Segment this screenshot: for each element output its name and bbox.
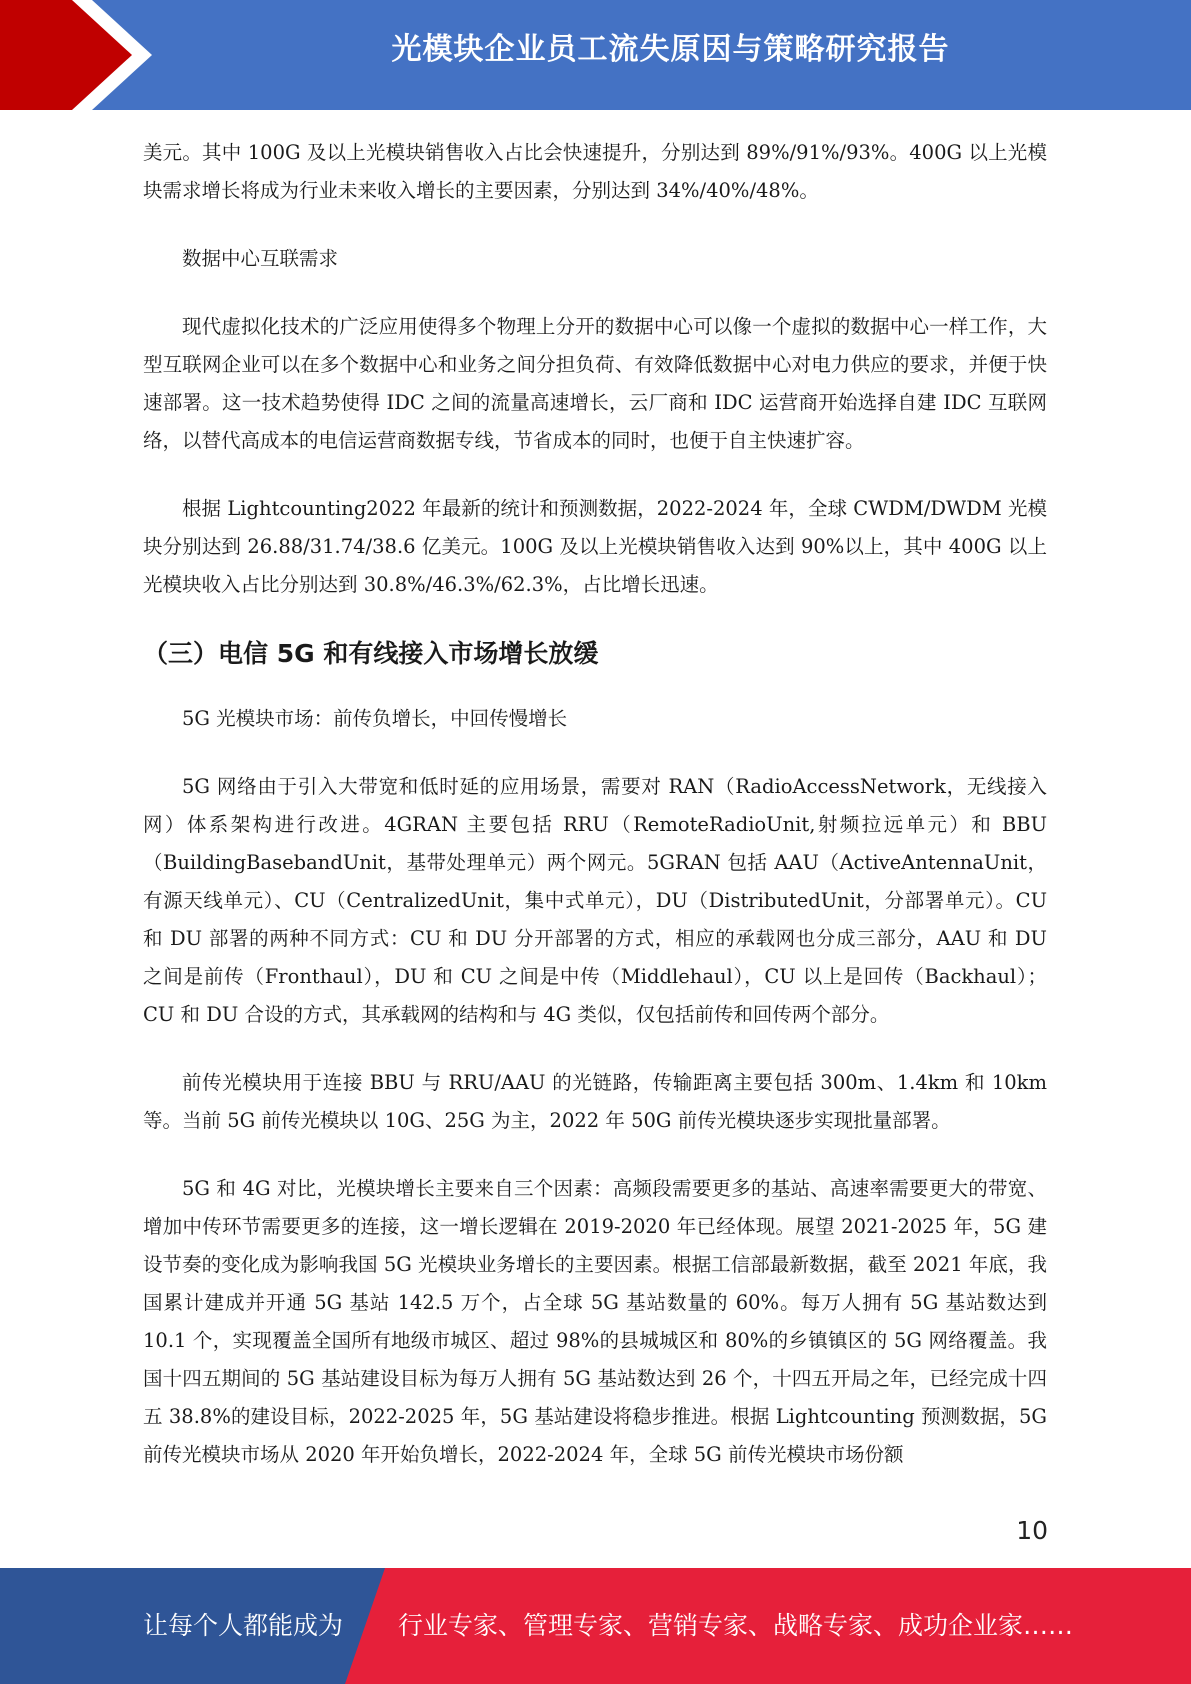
section-heading-3: （三）电信 5G 和有线接入市场增长放缓 (143, 639, 599, 668)
page-header (0, 0, 1191, 110)
subheading-dci-demand: 数据中心互联需求 (182, 247, 339, 270)
paragraph-1: 美元。其中 100G 及以上光模块销售收入占比会快速提升，分别达到 89%/91%/93%。400G 以上光模块需求增长将成为行业未来收入增长的主要因素，分别达到 34%/40%/48%。 (143, 141, 1047, 202)
paragraph-6: 5G 和 4G 对比，光模块增长主要来自三个因素：高频段需要更多的基站、高速率需要更大的带宽、增加中传环节需要更多的连接，这一增长逻辑在 2019-2020 年已经体现。展望 2021-2025 年，5G 建设节奏的变化成为影响我国 5G 光模块业务增长的主要因素。根据工信部最新数据，截至 2021 年底，我国累计建成并开通 5G 基站 142.5 万个，占全球 5G 基站数量的 60%。每万人拥有 5G 基站数达到 10.1 个，实现覆盖全国所有地级市城区、超过 98%的县城城区和 80%的乡镇镇区的 5G 网络覆盖。我国十四五期间的 5G 基站建设目标为每万人拥有 5G 基站数达到 26 个，十四五开局之年，已经完成十四五 38.8%的建设目标，2022-2025 年，5G 基站建设将稳步推进。根据 Lightcounting 预测数据，5G 前传光模块市场从 2020 年开始负增长，2022-2024 年，全球 5G 前传光模块市场份额 (143, 1177, 1047, 1466)
page-number: 10 (1016, 1516, 1048, 1545)
paragraph-5: 前传光模块用于连接 BBU 与 RRU/AAU 的光链路，传输距离主要包括 300m、1.4km 和 10km 等。当前 5G 前传光模块以 10G、25G 为主，2022 年 50G 前传光模块逐步实现批量部署。 (143, 1071, 1047, 1132)
subheading-5g-market: 5G 光模块市场：前传负增长，中回传慢增长 (182, 707, 568, 730)
header-arrow-icon (0, 0, 142, 110)
footer-slogan-left: 让每个人都能成为 (143, 1611, 344, 1640)
paragraph-3: 根据 Lightcounting2022 年最新的统计和预测数据，2022-2024 年，全球 CWDM/DWDM 光模块分别达到 26.88/31.74/38.6 亿美元。100G 及以上光模块销售收入达到 90%以上，其中 400G 以上光模块收入占比分别达到 30.8%/46.3%/62.3%，占比增长迅速。 (143, 497, 1047, 596)
footer-slogan-right: 行业专家、管理专家、营销专家、战略专家、成功企业家…… (398, 1611, 1074, 1640)
report-title: 光模块企业员工流失原因与策略研究报告 (391, 32, 950, 67)
paragraph-4: 5G 网络由于引入大带宽和低时延的应用场景，需要对 RAN（RadioAccessNetwork，无线接入网）体系架构进行改进。4GRAN 主要包括 RRU（RemoteRadioUnit,射频拉远单元）和 BBU（BuildingBasebandUnit，基带处理单元）两个网元。5GRAN 包括 AAU（ActiveAntennaUnit，有源天线单元）、CU（CentralizedUnit，集中式单元），DU（DistributedUnit，分部署单元）。CU 和 DU 部署的两种不同方式：CU 和 DU 分开部署的方式，相应的承载网也分成三部分，AAU 和 DU 之间是前传（Fronthaul），DU 和 CU 之间是中传（Middlehaul），CU 以上是回传（Backhaul）；CU 和 DU 合设的方式，其承载网的结构和与 4G 类似，仅包括前传和回传两个部分。 (143, 775, 1047, 1026)
page-body (143, 134, 1047, 1504)
page-footer (0, 1568, 1191, 1684)
paragraph-2: 现代虚拟化技术的广泛应用使得多个物理上分开的数据中心可以像一个虚拟的数据中心一样工作，大型互联网企业可以在多个数据中心和业务之间分担负荷、有效降低数据中心对电力供应的要求，并便于快速部署。这一技术趋势使得 IDC 之间的流量高速增长，云厂商和 IDC 运营商开始选择自建 IDC 互联网络，以替代高成本的电信运营商数据专线，节省成本的同时，也便于自主快速扩容。 (143, 315, 1047, 452)
